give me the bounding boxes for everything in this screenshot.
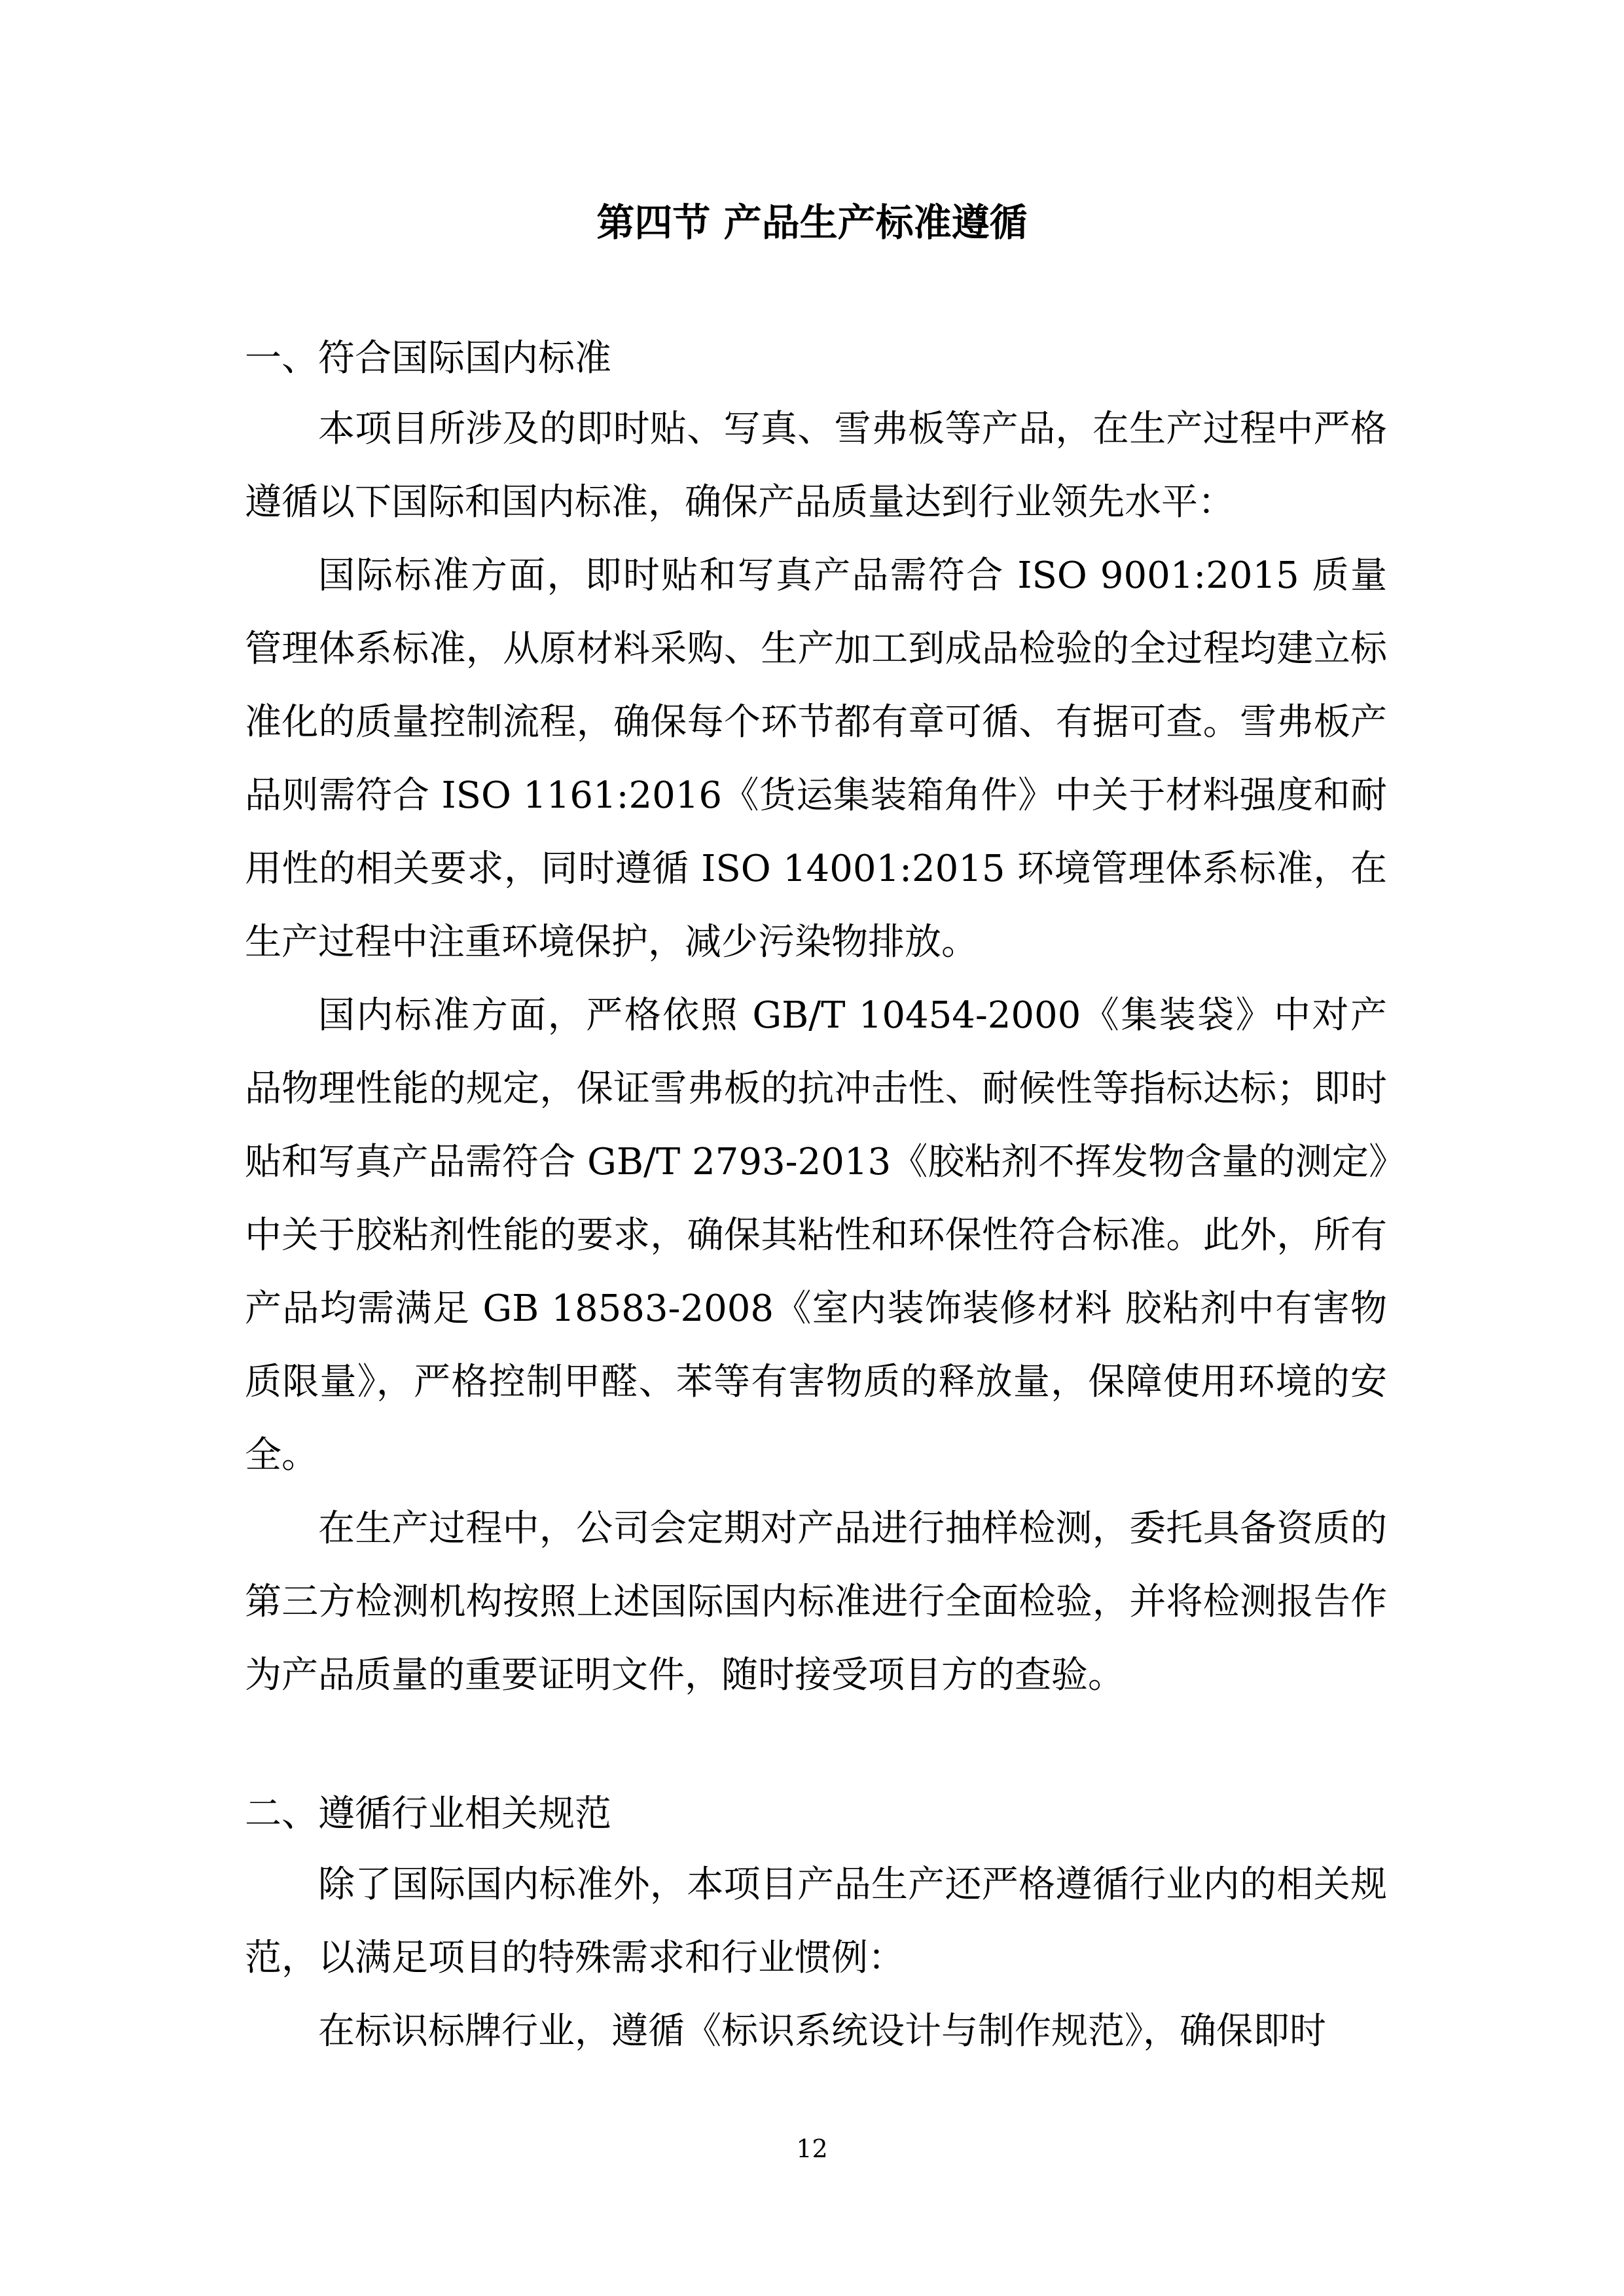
- page-title: 第四节 产品生产标准遵循: [596, 200, 1028, 245]
- paragraph: 在标识标牌行业，遵循《标识系统设计与制作规范》，确保即时: [318, 2010, 1326, 2053]
- page-number: 12: [796, 2134, 828, 2163]
- paragraph: 本项目所涉及的即时贴、写真、雪弗板等产品，在生产过程中严格遵循以下国际和国内标准，确保产品质量达到行业领先水平：: [245, 408, 1387, 524]
- paragraph: 国际标准方面，即时贴和写真产品需符合 ISO 9001:2015 质量管理体系标准，从原材料采购、生产加工到成品检验的全过程均建立标准化的质量控制流程，确保每个环节都有章可循、有据可查。雪弗板产品则需符合 ISO 1161:2016《货运集装箱角件》中关于材料强度和耐用性的相关要求，同时遵循 ISO 14001:2015 环境管理体系标准，在生产过程中注重环境保护，减少污染物排放。: [245, 554, 1387, 963]
- paragraph: 除了国际国内标准外，本项目产品生产还严格遵循行业内的相关规范，以满足项目的特殊需求和行业惯例：: [245, 1863, 1387, 1979]
- section-heading-1: 一、符合国际国内标准: [245, 337, 611, 380]
- section-heading-2: 二、遵循行业相关规范: [245, 1793, 611, 1835]
- paragraph: 国内标准方面，严格依照 GB/T 10454-2000《集装袋》中对产品物理性能的规定，保证雪弗板的抗冲击性、耐候性等指标达标；即时贴和写真产品需符合 GB/T 2793-2013《胶粘剂不挥发物含量的测定》中关于胶粘剂性能的要求，确保其粘性和环保性符合标准。此外，所有产品均需满足 GB 18583-2008《室内装饰装修材料 胶粘剂中有害物质限量》，严格控制甲醛、苯等有害物质的释放量，保障使用环境的安全。: [245, 994, 1387, 1477]
- paragraph: 在生产过程中，公司会定期对产品进行抽样检测，委托具备资质的第三方检测机构按照上述国际国内标准进行全面检验，并将检测报告作为产品质量的重要证明文件，随时接受项目方的查验。: [245, 1507, 1387, 1696]
